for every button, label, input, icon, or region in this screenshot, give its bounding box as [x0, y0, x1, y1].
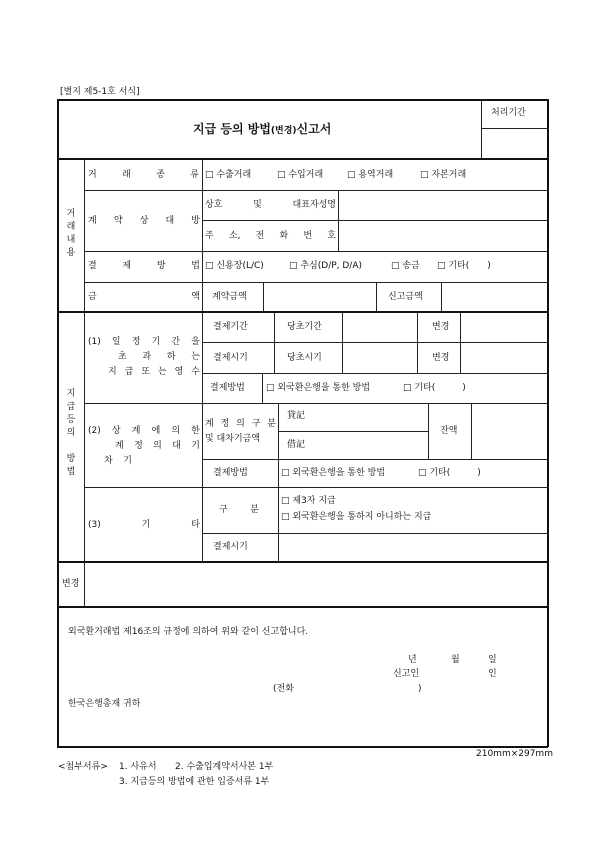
option-capital[interactable]: □ 자본거래 [420, 170, 467, 180]
counterparty-name-field[interactable] [340, 192, 546, 219]
date-year: 년 [408, 655, 417, 665]
attachment-2: 2. 수출입계약서사본 1부 [175, 762, 274, 772]
account-label-line2: 및 대차기금액 [205, 434, 261, 444]
option-other-method-2[interactable]: □ 기타( ) [418, 468, 481, 478]
option-non-bank[interactable]: □ 외국환은행을 통하지 아니하는 지급 [281, 512, 432, 522]
balance-label: 잔액 [440, 426, 458, 436]
recipient: 한국은행총재 귀하 [68, 699, 141, 709]
credit-field[interactable] [306, 433, 427, 458]
item3-label: (3) 기 타 [88, 520, 200, 530]
debit-field[interactable] [306, 404, 427, 430]
change-row-field[interactable] [86, 563, 546, 605]
attachments-header: <첨부서류> [58, 762, 108, 772]
reporter-label: 신고인 [393, 669, 420, 679]
item2-line3: 차 기 [104, 456, 132, 466]
declaration-text: 외국환거래법 제16조의 규정에 의하여 위와 같이 신고합니다. [68, 627, 309, 637]
settlement-timing3-field[interactable] [280, 535, 546, 560]
option-third-party[interactable]: □ 제3자 지급 [281, 496, 336, 506]
account-label-line1: 계 정 의 구 분 [205, 419, 276, 429]
option-remittance[interactable]: □ 송금 [391, 261, 420, 271]
category-label: 구 분 [219, 505, 259, 515]
seal-label: 인 [488, 669, 497, 679]
contract-amount-label: 계약금액 [212, 292, 247, 302]
transaction-type-label: 거 래 종 류 [88, 170, 199, 180]
balance-field[interactable] [473, 404, 546, 458]
settlement-method3-label: 결제방법 [213, 468, 248, 478]
counterparty-address-field[interactable] [340, 222, 546, 250]
attachment-3: 3. 지급등의 방법에 관한 입증서류 1부 [119, 777, 270, 787]
item1-line2: 초 과 하 는 [118, 352, 200, 362]
item2-line2: 계 정 의 대 기 [115, 441, 200, 451]
original-timing-label: 당초시기 [287, 353, 322, 363]
contract-amount-field[interactable] [265, 284, 375, 310]
timing-change-field[interactable] [462, 344, 546, 372]
original-timing-field[interactable] [344, 344, 416, 372]
period-change-field[interactable] [462, 314, 546, 341]
option-bank-method[interactable]: □ 외국환은행을 통한 방법 [266, 383, 371, 393]
section-transaction-label: 거래내용 [66, 209, 76, 258]
settlement-timing-label: 결제시기 [213, 353, 248, 363]
section-payment-label: 지 급 등 의 방 법 [66, 389, 76, 477]
option-service[interactable]: □ 용역거래 [347, 170, 394, 180]
date-day: 일 [488, 655, 497, 665]
option-other-method[interactable]: □ 기타( ) [403, 383, 466, 393]
option-bank-method-2[interactable]: □ 외국환은행을 통한 방법 [281, 468, 386, 478]
phone-close: ) [418, 684, 422, 694]
settlement-timing3-label: 결제시기 [213, 542, 248, 552]
item1-line3: 지 급 또 는 영 수 [108, 367, 200, 377]
option-import[interactable]: □ 수입거래 [277, 170, 324, 180]
option-collection[interactable]: □ 추심(D/P, D/A) [289, 261, 363, 271]
settlement-period-label: 결제기간 [213, 322, 248, 332]
debit-label: 貸記 [287, 411, 306, 421]
option-other[interactable]: □ 기타( ) [437, 261, 491, 271]
period-change-label: 변경 [432, 322, 450, 332]
phone-open: (전화 [273, 684, 294, 694]
processing-period-label: 처리기간 [491, 108, 526, 118]
original-period-field[interactable] [344, 314, 416, 341]
settlement-method2-label: 결제방법 [210, 383, 245, 393]
report-amount-field[interactable] [443, 284, 546, 310]
original-period-label: 당초기간 [287, 322, 322, 332]
amount-label: 금 액 [88, 292, 200, 302]
credit-label: 借記 [287, 440, 306, 450]
item1-line1: (1) 일 정 기 간 을 [88, 337, 200, 347]
date-month: 월 [451, 655, 460, 665]
item2-line1: (2) 상 계 에 의 한 [88, 426, 200, 436]
settlement-method-label: 결 제 방 법 [88, 261, 200, 271]
attachment-1: 1. 사유서 [119, 762, 157, 772]
option-lc[interactable]: □ 신용장(L/C) [205, 261, 264, 271]
form-title: 지급 등의 방법(변경)신고서 [193, 122, 332, 136]
change-row-label: 변경 [62, 579, 80, 589]
paper-size: 210mm×297mm [476, 749, 553, 759]
counterparty-address-label: 주 소, 전 화 번 호 [205, 231, 336, 241]
option-export[interactable]: □ 수출거래 [205, 170, 252, 180]
counterparty-name-label: 상호 및 대표자성명 [205, 200, 336, 210]
timing-change-label: 변경 [432, 353, 450, 363]
report-amount-label: 신고금액 [388, 292, 423, 302]
form-code: [별지 제5-1호 서식] [60, 87, 140, 97]
counterparty-label: 계 약 상 대 방 [88, 216, 200, 226]
